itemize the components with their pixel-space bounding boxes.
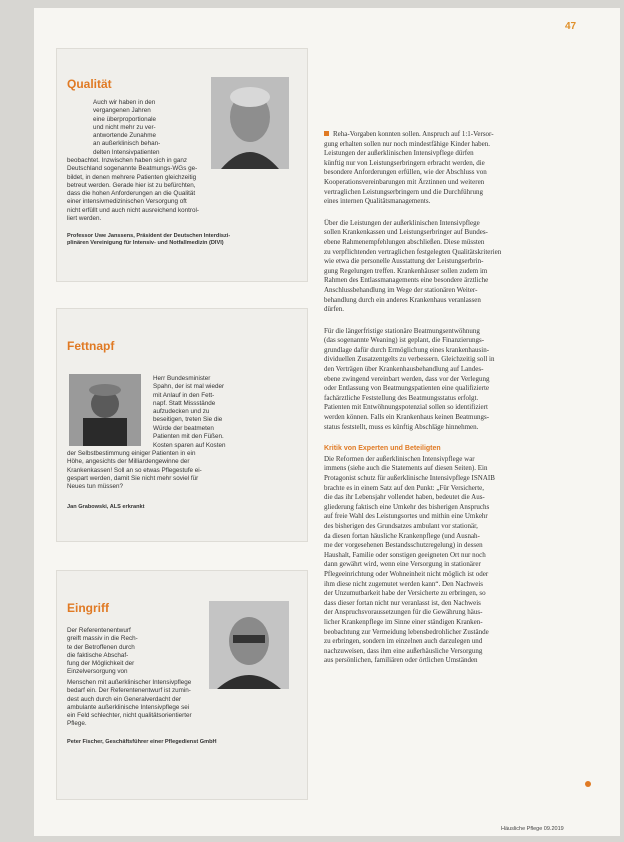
statement-title: Qualität: [67, 77, 112, 91]
statement-title: Eingriff: [67, 601, 109, 615]
article-subheading: Kritik von Experten und Beteiligten: [324, 445, 441, 453]
article-paragraph: Über die Leistungen der außerklinischen Intensivpflege sollen Krankenkassen und Leistungserbringer auf Bundes- ebene Rahmenempfehlungen abschließen. Diese müssten zu verpflichtenden vertraglichen festgelegten Qualitätskriterien wie etwa die personelle Ausstattung der Leistungserbrin- gung Regelungen treffen. Krankenhäuser sollen zudem im Rahmen des Entlassmanagements eine besondere ärztliche Anschlussbehandlung im Wege der stationären Weiter- behandlung durch ein anderes Krankenhaus veranlassen dürfen.: [324, 218, 502, 314]
statement-text: der Selbstbestimmung einiger Patienten in ein Höhe, angesichts der Milliardengewinne der Krankenkassen! Soll an so etwas Pflegestufe ei- gespart werden, damit Sie nicht mehr soviel für Neues tun müssen?: [67, 450, 202, 491]
magazine-page: [34, 8, 620, 836]
statement-credit: Jan Grabowski, ALS erkrankt: [67, 504, 145, 510]
statement-credit: Professor Uwe Janssens, Präsident der Deutschen Interdiszi- plinären Vereinigung für Intensiv- und Notfallmedizin (DIVI): [67, 233, 231, 246]
article-paragraph: Die Reformen der außerklinischen Intensivpflege war immens (siehe auch die Statements auf diesen Seiten). Ein Protagonist schutz für außerklinische Intensivpflege ISNAIB brachte es in einem Satz auf den Punkt: „Für Versicherte, die das ihr Lebensjahr vollendet haben, bedeutet die Aus- gliederung faktisch eine Umkehr des bisherigen Anspruchs auf freie Wahl des Leistungsortes und mithin eine Umkehr des bisherigen des Grundsatzes ambulant vor stationär, da diesen fortan häusliche Krankenpflege (und Ausnah- me der vorgesehenen Bestandsschutzregelung) in dessen Haushalt, Familie oder sonstigen geeigneten Ort nur noch dann gewährt wird, wenn eine Versorgung in stationärer Pflegeeinrichtung oder Wohneinheit nicht möglich ist oder ihm diese nicht zugemutet werden kann“. Den Nachweis der Unzumutbarkeit habe der Versicherte zu erbringen, so dass dieser fortan nicht nur veranlasst ist, den Nachweis der Anspruchsvoraussetzungen für die Gewährung häus- licher Krankenpflege im Sinne einer ständigen Kranken- beobachtung zur Vermeidung lebensbedrohlicher Zustände zu erbringen, sondern im einzelnen auch darzulegen und nachzuweisen, dass ihm eine außerhäusliche Versorgung aus persönlichen, familiären oder örtlichen Umständen: [324, 454, 495, 665]
portrait-photo: [69, 374, 141, 446]
statement-box-eingriff: [56, 570, 308, 800]
statement-title: Fettnapf: [67, 339, 115, 353]
portrait-photo: [209, 601, 289, 689]
statement-text: Menschen mit außerklinischer Intensivpflege bedarf ein. Der Referentenentwurf ist zumin- dest auch durch ein Generalverdacht der ambulante außerklinische Intensivpflege sei ein Feld schlechter, nicht qualitätsorientierter Pflege.: [67, 679, 192, 728]
portrait-photo: [211, 77, 289, 169]
statement-text-narrow: Herr Bundesminister Spahn, der ist mal wieder mit Anlauf in den Fett- napf. Statt Missstände aufzudecken und zu beseitigen, treten Sie die Würde der beatmeten Patienten mit den Füßen.: [153, 375, 225, 441]
statement-box-quality: [56, 48, 308, 282]
paragraph-marker-icon: [324, 131, 329, 136]
statement-credit: Peter Fischer, Geschäftsführer einer Pflegedienst GmbH: [67, 739, 217, 745]
statement-text: beobachtet. Inzwischen haben sich in ganz Deutschland sogenannte Beatmungs-WGs ge- bildet, in denen mehrere Patienten gleichzeitig betreut werden. Gerade hier ist zu befürchten, dass die hohen Anforderungen an die Qualität einer intensivmedizinischen Versorgung oft nicht erfüllt und auch nicht ausreichend kontrol- liert werden.: [67, 157, 199, 223]
article-paragraph: Reha-Vorgaben konnten sollen. Anspruch auf 1:1-Versor- gung erhalten sollen nur noch mindestfähige Kinder haben. Leistungen der außerklinischen Intensivpflege dürfen künftig nur von Leistungserbringern erbracht werden, die besondere Anforderungen erfüllen, wie der Abschluss von Kooperationsvereinbarungen mit Ärztinnen und weiteren vertraglichen Leistungserbringern und die Durchführung eines internen Qualitätsmanagements.: [324, 130, 494, 206]
statement-text-line: Kosten sparen auf Kosten: [153, 442, 226, 449]
article-body: [324, 130, 586, 678]
page-footer: Häusliche Pflege 09.2019: [501, 826, 564, 832]
article-paragraph: Für die längerfristige stationäre Beatmungsentwöhnung (das sogenannte Weaning) ist geplant, die Finanzierungs- grundlage dafür durch Ermöglichung eines krankenhausin- dividuellen Zusatzentgelts zu verbessern. Gleichzeitig soll in den Verträgen über Krankenhausbehandlung auf Landes- ebene zwingend vereinbart werden, dass vor der Verlegung oder Entlassung von Beatmungspatienten eine qualifizierte fachärztliche Feststellung des Beatmungsstatus erfolgt. Patienten mit Entwöhnungspotenzial sollen so identifiziert werden können. Falls ein Krankenhaus keinen Beatmungs- status feststellt, muss es künftig Abschläge hinnehmen.: [324, 326, 495, 431]
continue-marker-icon: [585, 781, 591, 787]
statements-column: [56, 48, 306, 798]
page-number: 47: [565, 21, 577, 32]
statement-box-fettnapf: [56, 308, 308, 542]
statement-text-narrow: Der Referentenentwurf greift massiv in die Rech- te der Betroffenen durch die faktische Abschaf- fung der Möglichkeit der Einzelversorgung von: [67, 627, 138, 676]
statement-text-narrow: Auch wir haben in den vergangenen Jahren eine überproportionale und nicht mehr zu ver- antwortende Zunahme an außerklinisch behan- delten Intensivpatienten: [93, 99, 161, 156]
